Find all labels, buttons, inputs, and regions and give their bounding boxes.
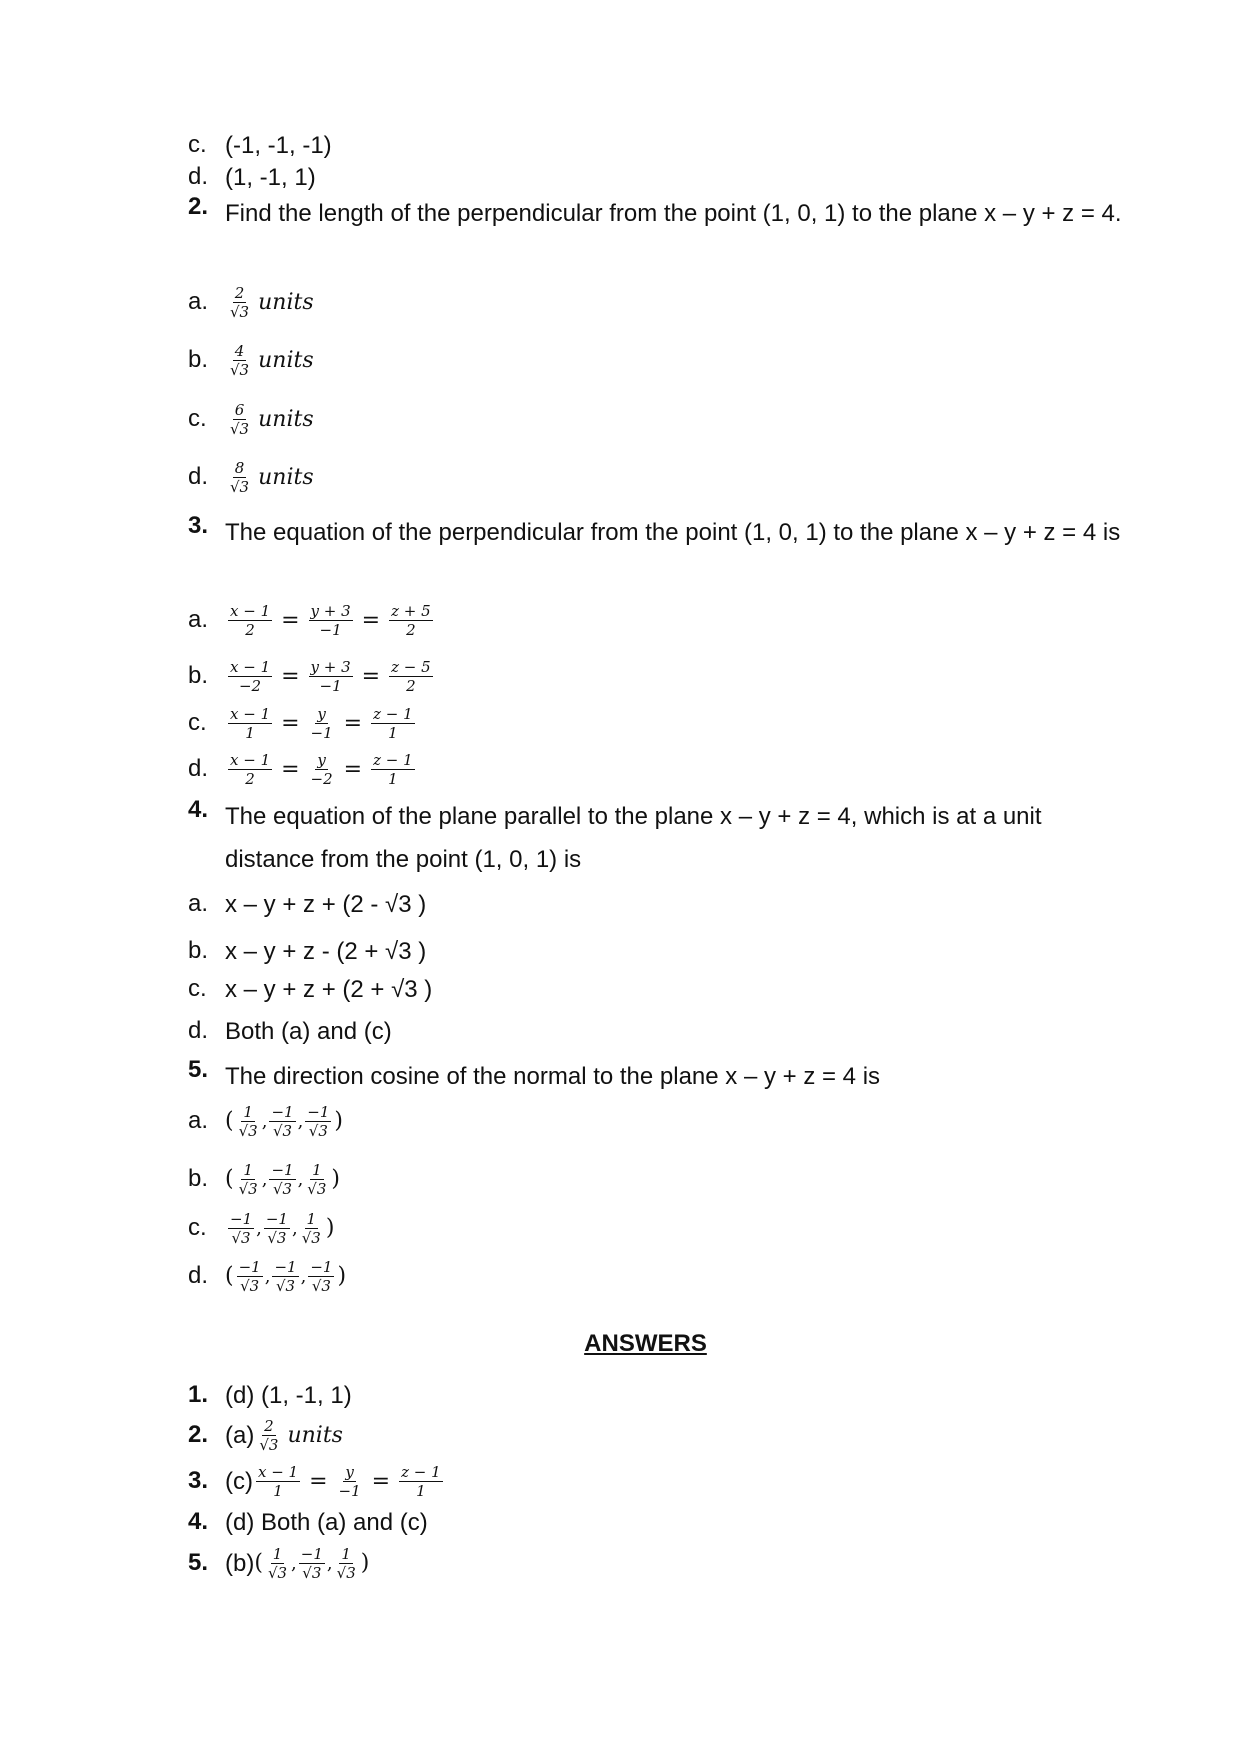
denominator: √3 — [238, 1122, 258, 1140]
open-paren: ( — [225, 1108, 234, 1134]
unit-text: units — [258, 406, 314, 432]
denominator: √3 — [230, 303, 250, 321]
numerator: x − 1 — [257, 1463, 299, 1481]
fraction — [305, 1162, 328, 1197]
denominator: √3 — [230, 361, 250, 379]
fraction — [299, 1546, 325, 1581]
fraction — [308, 1259, 334, 1294]
answers-heading — [0, 1330, 1241, 1358]
denominator: √3 — [267, 1564, 288, 1582]
option-text: (1, -1, 1) — [225, 163, 316, 191]
answer-prefix: (a) — [225, 1421, 255, 1449]
fraction — [237, 1104, 260, 1139]
numerator: 2 — [234, 284, 245, 302]
numerator: 1 — [243, 1103, 253, 1121]
unit-text: units — [258, 347, 314, 373]
numerator: −1 — [265, 1210, 288, 1228]
numerator: x − 1 — [230, 602, 271, 620]
q3-option-d — [188, 752, 1141, 787]
question-4 — [188, 795, 1141, 881]
option-label: b. — [188, 937, 209, 964]
equals-sign: = — [281, 607, 300, 633]
denominator: 2 — [245, 770, 255, 788]
denominator: 2 — [406, 621, 416, 639]
equals-sign: = — [361, 607, 381, 633]
comma: , — [297, 1110, 304, 1132]
close-paren: ) — [360, 1550, 370, 1576]
numerator: −1 — [230, 1210, 253, 1228]
numerator: −1 — [307, 1103, 330, 1121]
comma: , — [261, 1110, 268, 1132]
question-text: The direction cosine of the normal to the plane x – y + z = 4 is — [225, 1063, 881, 1090]
numerator: y + 3 — [310, 602, 351, 620]
q5-option-b — [188, 1162, 1141, 1197]
numerator: 8 — [234, 459, 245, 477]
question-number: 5. — [188, 1056, 209, 1083]
fraction-x — [228, 659, 272, 694]
answer-number: 4. — [188, 1508, 209, 1535]
equals-sign: = — [281, 663, 300, 689]
option-label: a. — [188, 1106, 209, 1134]
numerator: −1 — [300, 1545, 323, 1563]
denominator: √3 — [230, 420, 250, 438]
comma: , — [264, 1265, 271, 1287]
denominator: √3 — [336, 1564, 356, 1582]
numerator: −1 — [274, 1258, 297, 1276]
q3-option-a — [188, 603, 1141, 638]
answer-prefix: (b) — [225, 1549, 255, 1577]
denominator: 1 — [416, 1482, 426, 1500]
question-number: 3. — [188, 512, 209, 539]
answer-number: 3. — [188, 1466, 209, 1494]
answer-number: 2. — [188, 1420, 209, 1448]
unit-text: units — [258, 289, 314, 315]
open-paren: ( — [225, 1166, 234, 1192]
question-3 — [188, 511, 1141, 554]
fraction — [269, 1104, 295, 1139]
answers-heading-text: ANSWERS — [584, 1330, 707, 1357]
numerator: z + 5 — [391, 602, 431, 620]
unit-text: units — [258, 464, 314, 490]
option-label: c. — [188, 708, 207, 736]
denominator: √3 — [272, 1122, 293, 1140]
comma: , — [297, 1168, 304, 1190]
equals-sign: = — [343, 710, 363, 736]
denominator: √3 — [238, 1180, 258, 1198]
fraction-y — [337, 1464, 363, 1499]
answer-2 — [188, 1418, 1141, 1453]
option-label: d. — [188, 462, 209, 490]
numerator: 4 — [234, 342, 245, 360]
answer-number: 5. — [188, 1548, 209, 1576]
numerator: y + 3 — [310, 658, 351, 676]
question-5 — [188, 1055, 1141, 1098]
q4-option-b — [188, 936, 1141, 967]
denominator: −1 — [310, 724, 333, 742]
numerator: z − 5 — [391, 658, 431, 676]
denominator: 1 — [388, 770, 398, 788]
fraction — [272, 1259, 298, 1294]
option-label: c. — [188, 1213, 207, 1241]
denominator: 2 — [245, 621, 255, 639]
q5-option-a — [188, 1104, 1141, 1139]
close-paren: ) — [331, 1166, 340, 1192]
denominator: √3 — [311, 1277, 331, 1295]
denominator: 1 — [273, 1482, 283, 1500]
close-paren: ) — [334, 1108, 344, 1134]
option-label: d. — [188, 754, 209, 782]
denominator: 2 — [406, 677, 416, 695]
option-label: a. — [188, 605, 209, 633]
denominator: √3 — [231, 1229, 251, 1247]
option-label: b. — [188, 345, 209, 373]
option-label: c. — [188, 404, 207, 432]
fraction — [228, 402, 251, 437]
denominator: √3 — [302, 1564, 322, 1582]
denominator: √3 — [259, 1436, 279, 1454]
fraction — [237, 1259, 263, 1294]
numerator: 1 — [306, 1210, 317, 1228]
numerator: z − 1 — [373, 751, 413, 769]
numerator: −1 — [310, 1258, 333, 1276]
numerator: x − 1 — [230, 751, 271, 769]
numerator: y — [317, 751, 326, 769]
option-label: d. — [188, 163, 209, 190]
q2-option-b — [188, 343, 1141, 378]
numerator: z − 1 — [401, 1463, 441, 1481]
fraction-x — [228, 752, 272, 787]
fraction-x — [228, 603, 272, 638]
option-label: a. — [188, 890, 209, 917]
q1-option-c — [188, 130, 1141, 161]
comma: , — [256, 1217, 262, 1239]
denominator: √3 — [301, 1229, 321, 1247]
question-text: The equation of the plane parallel to the plane x – y + z = 4, which is at a unit distance from the point (1, 0, 1) is — [225, 803, 1042, 873]
q5-option-d — [188, 1259, 1141, 1294]
equals-sign: = — [281, 756, 300, 782]
unit-text: units — [287, 1422, 343, 1448]
numerator: 1 — [272, 1545, 283, 1563]
numerator: x − 1 — [230, 705, 271, 723]
option-label: b. — [188, 1164, 209, 1192]
numerator: −1 — [271, 1161, 294, 1179]
question-text: The equation of the perpendicular from the point (1, 0, 1) to the plane x – y + z = 4 is — [225, 519, 1121, 546]
fraction — [237, 1162, 260, 1197]
q4-option-d — [188, 1016, 1141, 1047]
denominator: √3 — [240, 1277, 260, 1295]
comma: , — [326, 1552, 333, 1574]
answer-1 — [188, 1380, 1141, 1411]
denominator: 1 — [388, 724, 398, 742]
close-paren: ) — [325, 1215, 335, 1241]
fraction-z — [399, 1464, 443, 1499]
option-text: x – y + z + (2 - √3 ) — [225, 890, 427, 918]
numerator: −1 — [238, 1258, 261, 1276]
answer-4 — [188, 1507, 1141, 1538]
denominator: √3 — [308, 1122, 328, 1140]
fraction-y — [309, 603, 353, 638]
q2-option-d — [188, 460, 1141, 495]
comma: , — [261, 1168, 268, 1190]
denominator: √3 — [275, 1277, 296, 1295]
numerator: x − 1 — [230, 658, 271, 676]
q4-option-c — [188, 974, 1141, 1005]
option-label: a. — [188, 287, 209, 315]
option-text: Both (a) and (c) — [225, 1017, 392, 1045]
denominator: √3 — [267, 1229, 287, 1247]
option-text: (-1, -1, -1) — [225, 131, 332, 159]
open-paren: ( — [254, 1550, 263, 1576]
denominator: 1 — [245, 724, 255, 742]
denominator: √3 — [272, 1180, 293, 1198]
denominator: −1 — [319, 621, 342, 639]
option-label: d. — [188, 1261, 209, 1289]
numerator: y — [345, 1463, 354, 1481]
answer-number: 1. — [188, 1381, 209, 1408]
option-label: c. — [188, 975, 207, 1002]
answer-prefix: (c) — [225, 1467, 253, 1495]
denominator: −1 — [319, 677, 342, 695]
numerator: y — [317, 705, 326, 723]
option-text: x – y + z - (2 + √3 ) — [225, 937, 427, 965]
denominator: √3 — [307, 1180, 327, 1198]
numerator: 1 — [312, 1161, 322, 1179]
equals-sign: = — [361, 663, 381, 689]
numerator: 1 — [341, 1545, 351, 1563]
fraction-z — [371, 752, 415, 787]
fraction — [257, 1418, 280, 1453]
fraction-y — [309, 706, 335, 741]
question-2 — [188, 192, 1141, 235]
fraction — [269, 1162, 295, 1197]
fraction — [264, 1211, 290, 1246]
numerator: z − 1 — [373, 705, 413, 723]
option-label: b. — [188, 661, 209, 689]
close-paren: ) — [337, 1263, 347, 1289]
comma: , — [291, 1552, 297, 1574]
question-number: 2. — [188, 193, 209, 220]
open-paren: ( — [225, 1263, 234, 1289]
answer-3 — [188, 1464, 1141, 1499]
fraction — [228, 343, 251, 378]
fraction-z — [371, 706, 415, 741]
q2-option-a — [188, 285, 1141, 320]
equals-sign: = — [343, 756, 363, 782]
numerator: 1 — [243, 1161, 253, 1179]
question-number: 4. — [188, 796, 209, 823]
fraction — [305, 1104, 331, 1139]
denominator: √3 — [230, 478, 250, 496]
question-text: Find the length of the perpendicular from the point (1, 0, 1) to the plane x – y + z = 4. — [225, 200, 1122, 227]
numerator: −1 — [271, 1103, 294, 1121]
option-label: c. — [188, 131, 207, 158]
answer-text: (d) (1, -1, 1) — [225, 1381, 352, 1409]
denominator: −2 — [238, 677, 262, 695]
q3-option-c — [188, 706, 1141, 741]
numerator: 6 — [234, 401, 245, 419]
fraction-y — [309, 659, 353, 694]
equals-sign: = — [371, 1468, 391, 1494]
fraction — [228, 285, 251, 320]
fraction — [300, 1211, 323, 1246]
fraction-x — [228, 706, 272, 741]
fraction — [335, 1546, 358, 1581]
q1-option-d — [188, 162, 1141, 193]
fraction-y — [309, 752, 335, 787]
equals-sign: = — [309, 1468, 328, 1494]
option-label: d. — [188, 1017, 209, 1044]
comma: , — [291, 1217, 298, 1239]
q4-option-a — [188, 889, 1141, 920]
comma: , — [300, 1265, 307, 1287]
q5-option-c — [188, 1211, 1141, 1246]
q3-option-b — [188, 659, 1141, 694]
q2-option-c — [188, 402, 1141, 437]
fraction — [266, 1546, 289, 1581]
fraction — [228, 1211, 254, 1246]
fraction-z — [389, 659, 433, 694]
option-text: x – y + z + (2 + √3 ) — [225, 975, 433, 1003]
equals-sign: = — [281, 710, 300, 736]
fraction-x — [256, 1464, 300, 1499]
fraction — [228, 460, 251, 495]
denominator: −2 — [310, 770, 333, 788]
answer-5 — [188, 1546, 1141, 1581]
numerator: 2 — [264, 1417, 274, 1435]
fraction-z — [389, 603, 433, 638]
answer-text: (d) Both (a) and (c) — [225, 1508, 428, 1536]
denominator: −1 — [338, 1482, 361, 1500]
